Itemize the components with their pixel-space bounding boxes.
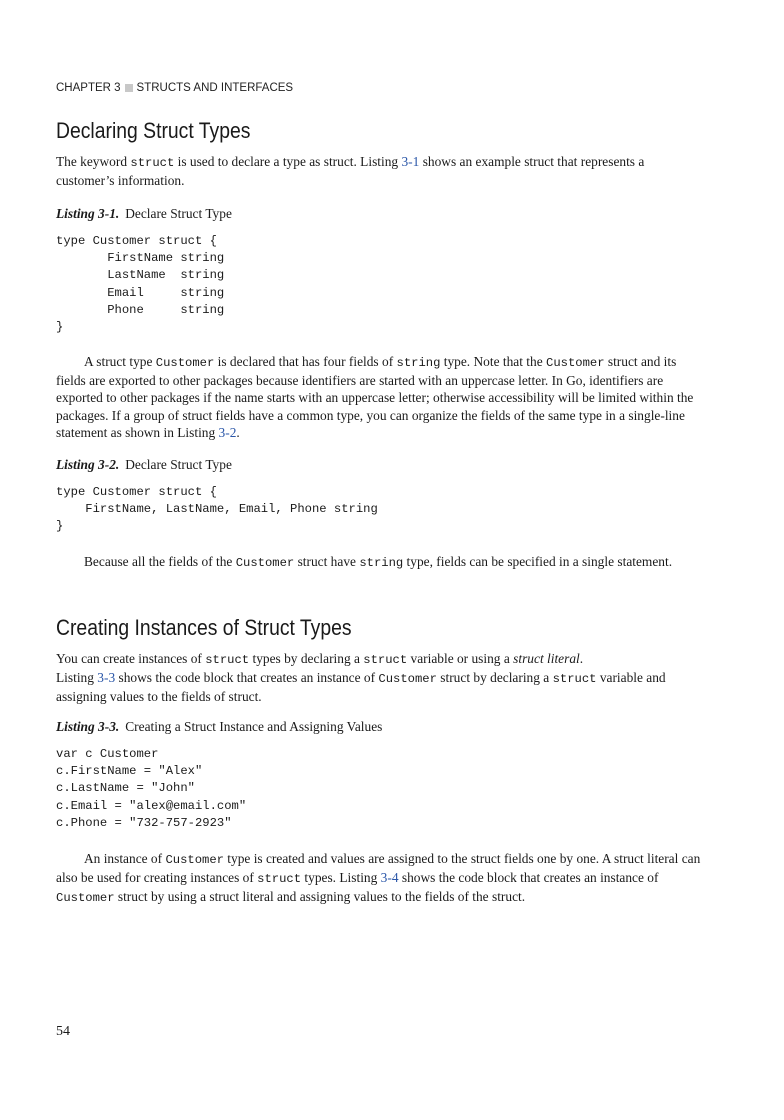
- code-block-listing-3-2: type Customer struct { FirstName, LastName, Email, Phone string }: [56, 485, 378, 534]
- paragraph-creating-explanation: An instance of Customer type is created and values are assigned to the struct fields one by one. A struct literal can also be used for creating instances of struct types. Listing 3-4 shows the code block that creates an instance of Customer struct by using a struct literal and assigning values to the fields of the struct.: [56, 851, 701, 906]
- listing-title: Declare Struct Type: [125, 457, 232, 472]
- listing-label: Listing 3-1.: [56, 206, 120, 221]
- section-heading-declaring: Declaring Struct Types: [56, 118, 251, 143]
- header-separator-square: [125, 84, 133, 92]
- inline-code: struct: [130, 156, 175, 170]
- listing-caption-3-2: [56, 457, 232, 473]
- listing-link-3-1[interactable]: 3-1: [401, 154, 420, 169]
- listing-caption-3-3: [56, 719, 382, 735]
- chapter-title: STRUCTS AND INTERFACES: [136, 82, 294, 94]
- paragraph-declaring-intro: The keyword struct is used to declare a type as struct. Listing 3-1 shows an example struct that represents a customer’s information.: [56, 154, 645, 189]
- page-number: 54: [56, 1024, 70, 1039]
- listing-link-3-2[interactable]: 3-2: [218, 424, 237, 440]
- paragraph-declaring-explanation: A struct type Customer is declared that has four fields of string type. Note that the Customer struct and its fields are exported to other packages because identifiers are started with an uppercase letter. In Go, identifiers are exported to other packages if the name starts with an uppercase letter; otherwise accessibility will be limited within the packages. If a group of struct fields have a common type, you can organize the fields of the same type in a single-line statement as shown in Listing 3-2.: [56, 354, 694, 440]
- code-block-listing-3-1: type Customer struct { FirstName string LastName string Email string Phone string }: [56, 234, 225, 335]
- listing-caption-3-1: [56, 206, 232, 222]
- code-block-listing-3-3: var c Customer c.FirstName = "Alex" c.LastName = "John" c.Email = "alex@email.com" c.Phone = "732-757-2923": [56, 747, 247, 830]
- listing-title: Declare Struct Type: [125, 206, 232, 221]
- paragraph-declaring-summary: Because all the fields of the Customer struct have string type, fields can be specified in a single statement.: [84, 554, 673, 570]
- chapter-label: CHAPTER 3: [56, 82, 121, 94]
- listing-link-3-3[interactable]: 3-3: [97, 670, 116, 686]
- paragraph-creating-intro: You can create instances of struct types by declaring a struct variable or using a struct literal. Listing 3-3 shows the code block that creates an instance of Customer struct by declaring a struct variable and assigning values to the fields of struct.: [56, 651, 666, 705]
- listing-link-3-4[interactable]: 3-4: [380, 870, 399, 886]
- listing-title: Creating a Struct Instance and Assigning Values: [125, 719, 383, 734]
- listing-label: Listing 3-3.: [56, 719, 120, 734]
- running-header: [56, 82, 293, 94]
- listing-label: Listing 3-2.: [56, 457, 120, 472]
- section-heading-creating: Creating Instances of Struct Types: [56, 615, 352, 640]
